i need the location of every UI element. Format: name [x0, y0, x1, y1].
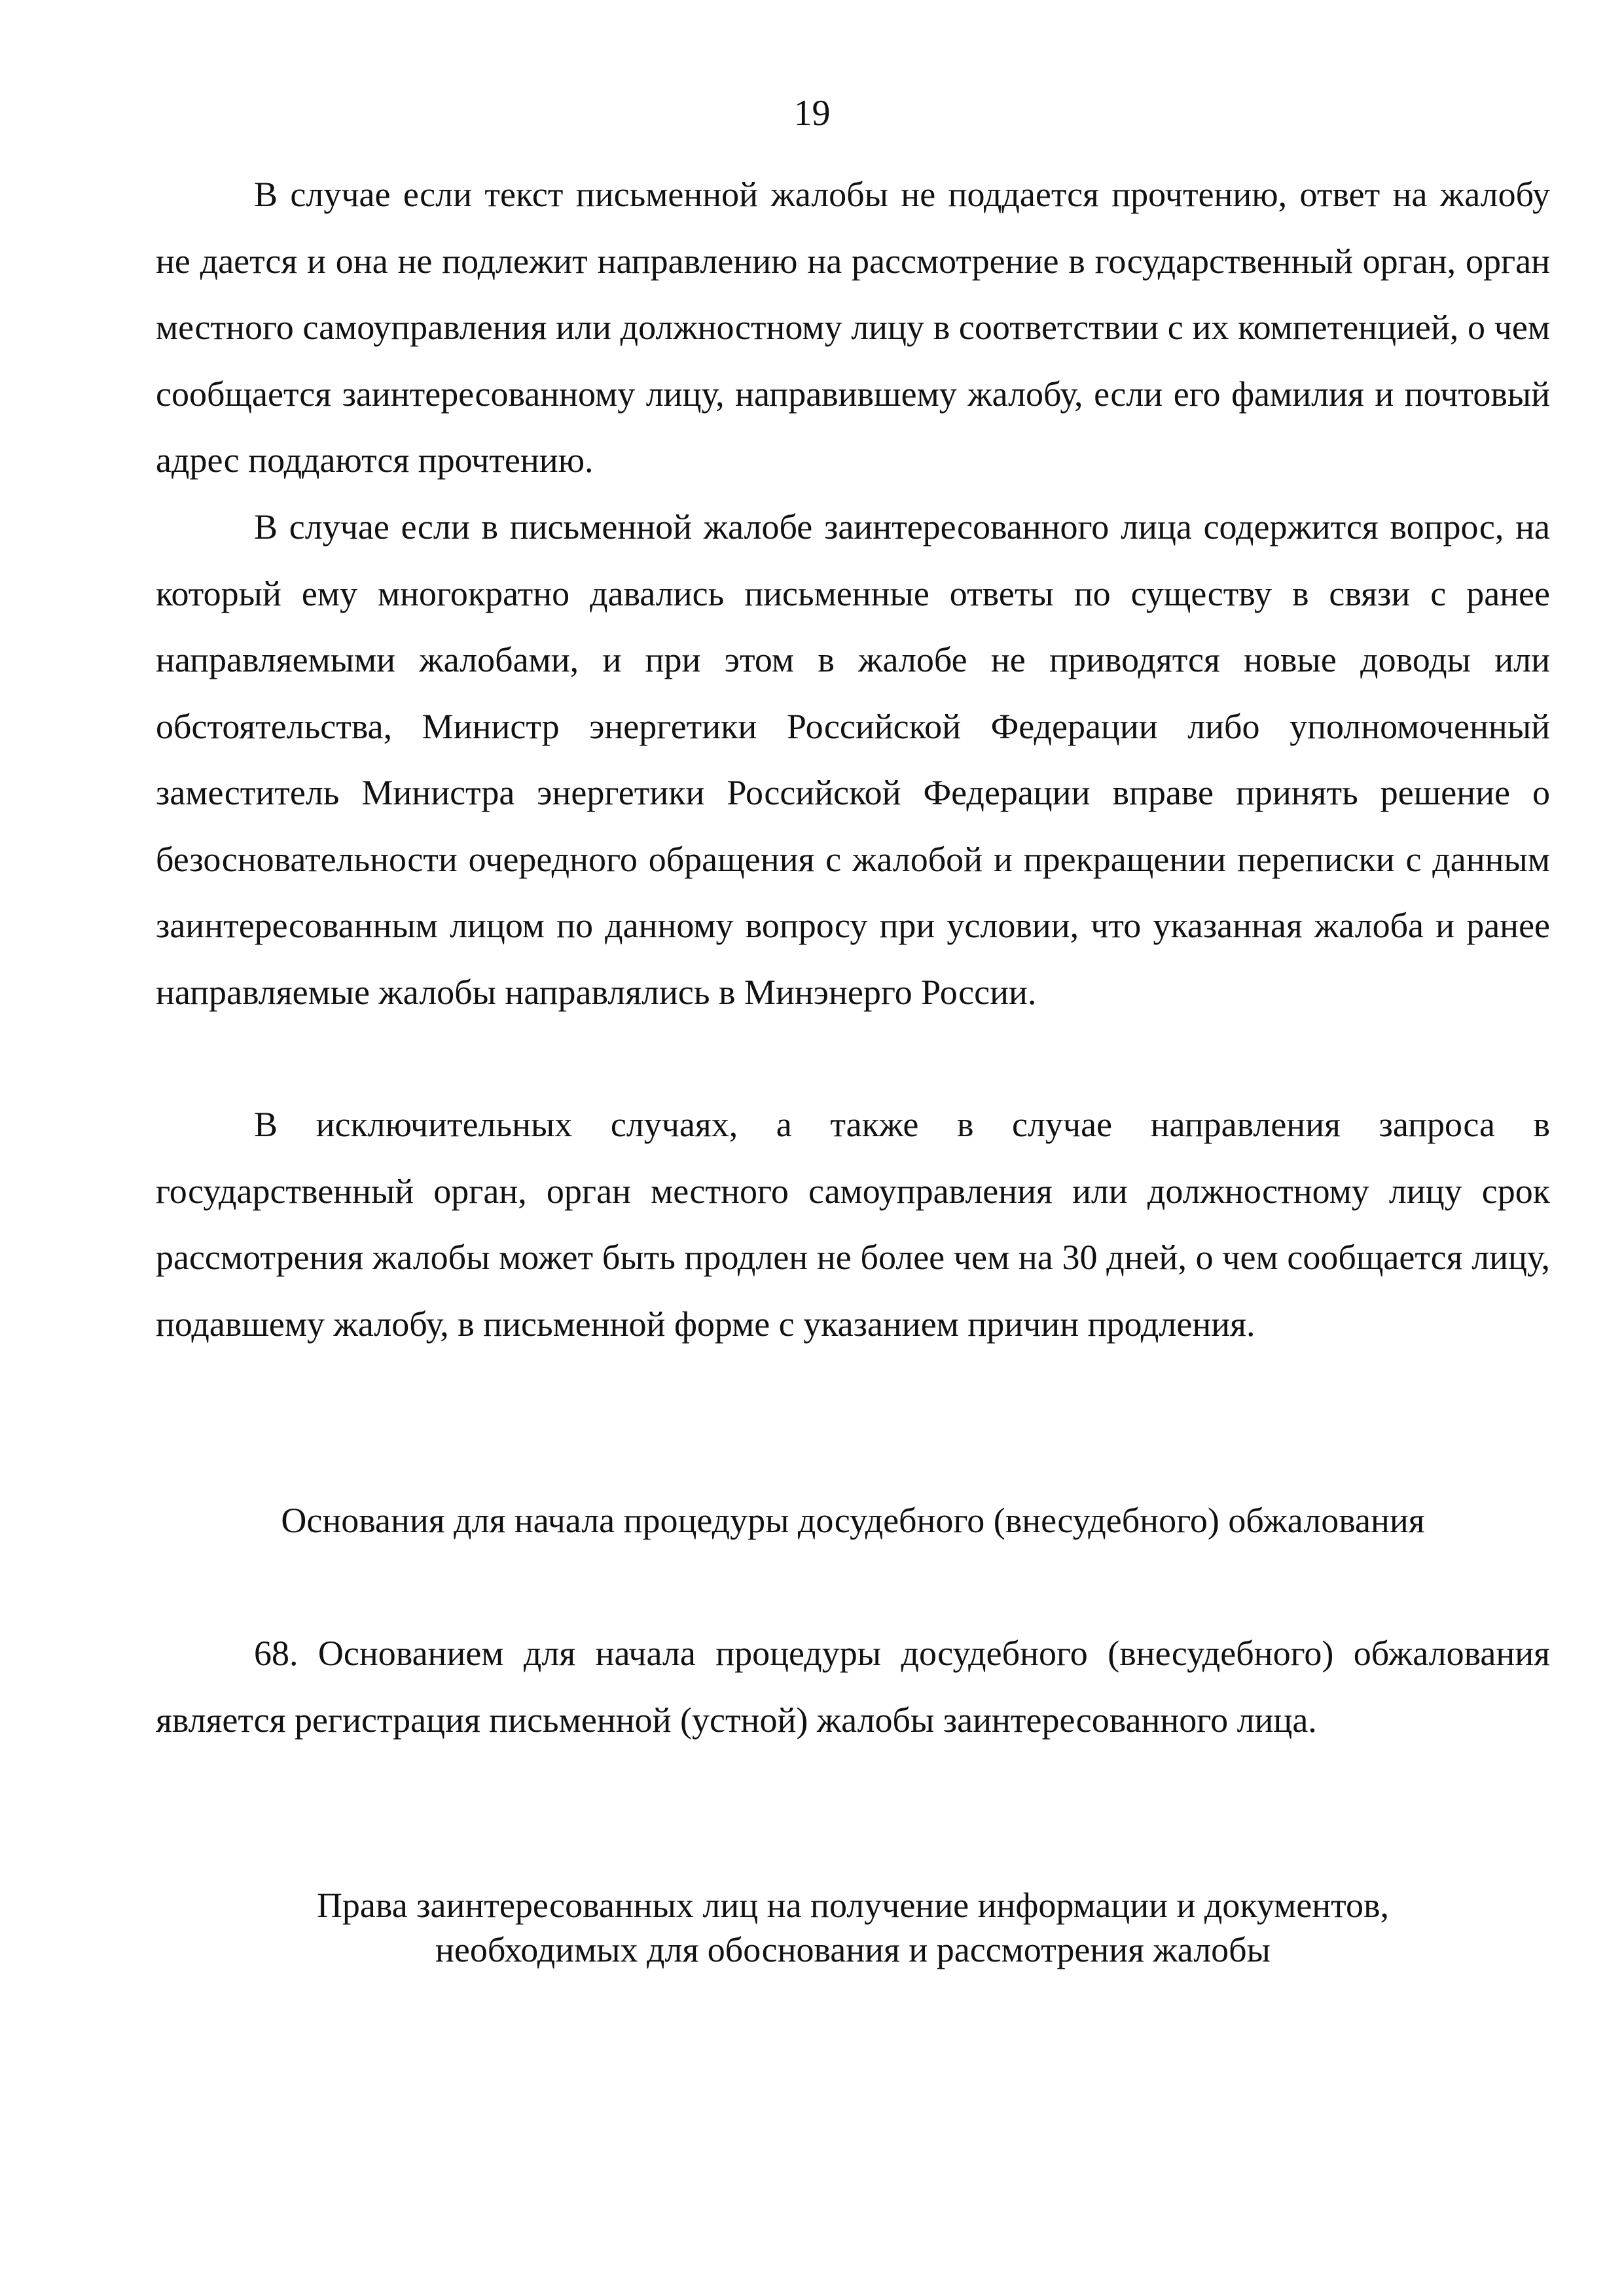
paragraph-item-68: 68. Основанием для начала процедуры досудебного (внесудебного) обжалования является регистрация письменной (устной) жалобы заинтересованного лица.	[156, 1634, 1550, 1740]
paragraph-unreadable-complaint: В случае если текст письменной жалобы не поддается прочтению, ответ на жалобу не дается и она не подлежит направлению на рассмотрение в государственный орган, орган местного самоуправления или должностному лицу в соответствии с их компетенцией, о чем сообщается заинтересованному лицу, направившему жалобу, если его фамилия и почтовый адрес поддаются прочтению.	[156, 175, 1550, 480]
page-number: 19	[793, 93, 831, 134]
paragraph-repeated-complaint: В случае если в письменной жалобе заинтересованного лица содержится вопрос, на который ему многократно давались письменные ответы по существу в связи с ранее направляемыми жалобами, и при этом в жалобе не приводятся новые доводы или обстоятельства, Министр энергетики Российской Федерации либо уполномоченный заместитель Министра энергетики Российской Федерации вправе принять решение о безосновательности очередного обращения с жалобой и прекращении переписки с данным заинтересованным лицом по данному вопросу при условии, что указанная жалоба и ранее направляемые жалобы направлялись в Минэнерго России.	[156, 507, 1550, 1012]
paragraph-exceptional-cases: В исключительных случаях, а также в случае направления запроса в государственный орган, орган местного самоуправления или должностному лицу срок рассмотрения жалобы может быть продлен не более чем на 30 дней, о чем сообщается лицу, подавшему жалобу, в письменной форме с указанием причин продления.	[156, 1105, 1550, 1344]
section-heading-rights	[156, 1883, 1550, 1972]
section-heading-rights-line-1: Права заинтересованных лиц на получение информации и документов,	[316, 1886, 1390, 1925]
section-heading-grounds: Основания для начала процедуры досудебного (внесудебного) обжалования	[281, 1501, 1425, 1540]
section-heading-rights-line-2: необходимых для обоснования и рассмотрения жалобы	[435, 1930, 1271, 1969]
